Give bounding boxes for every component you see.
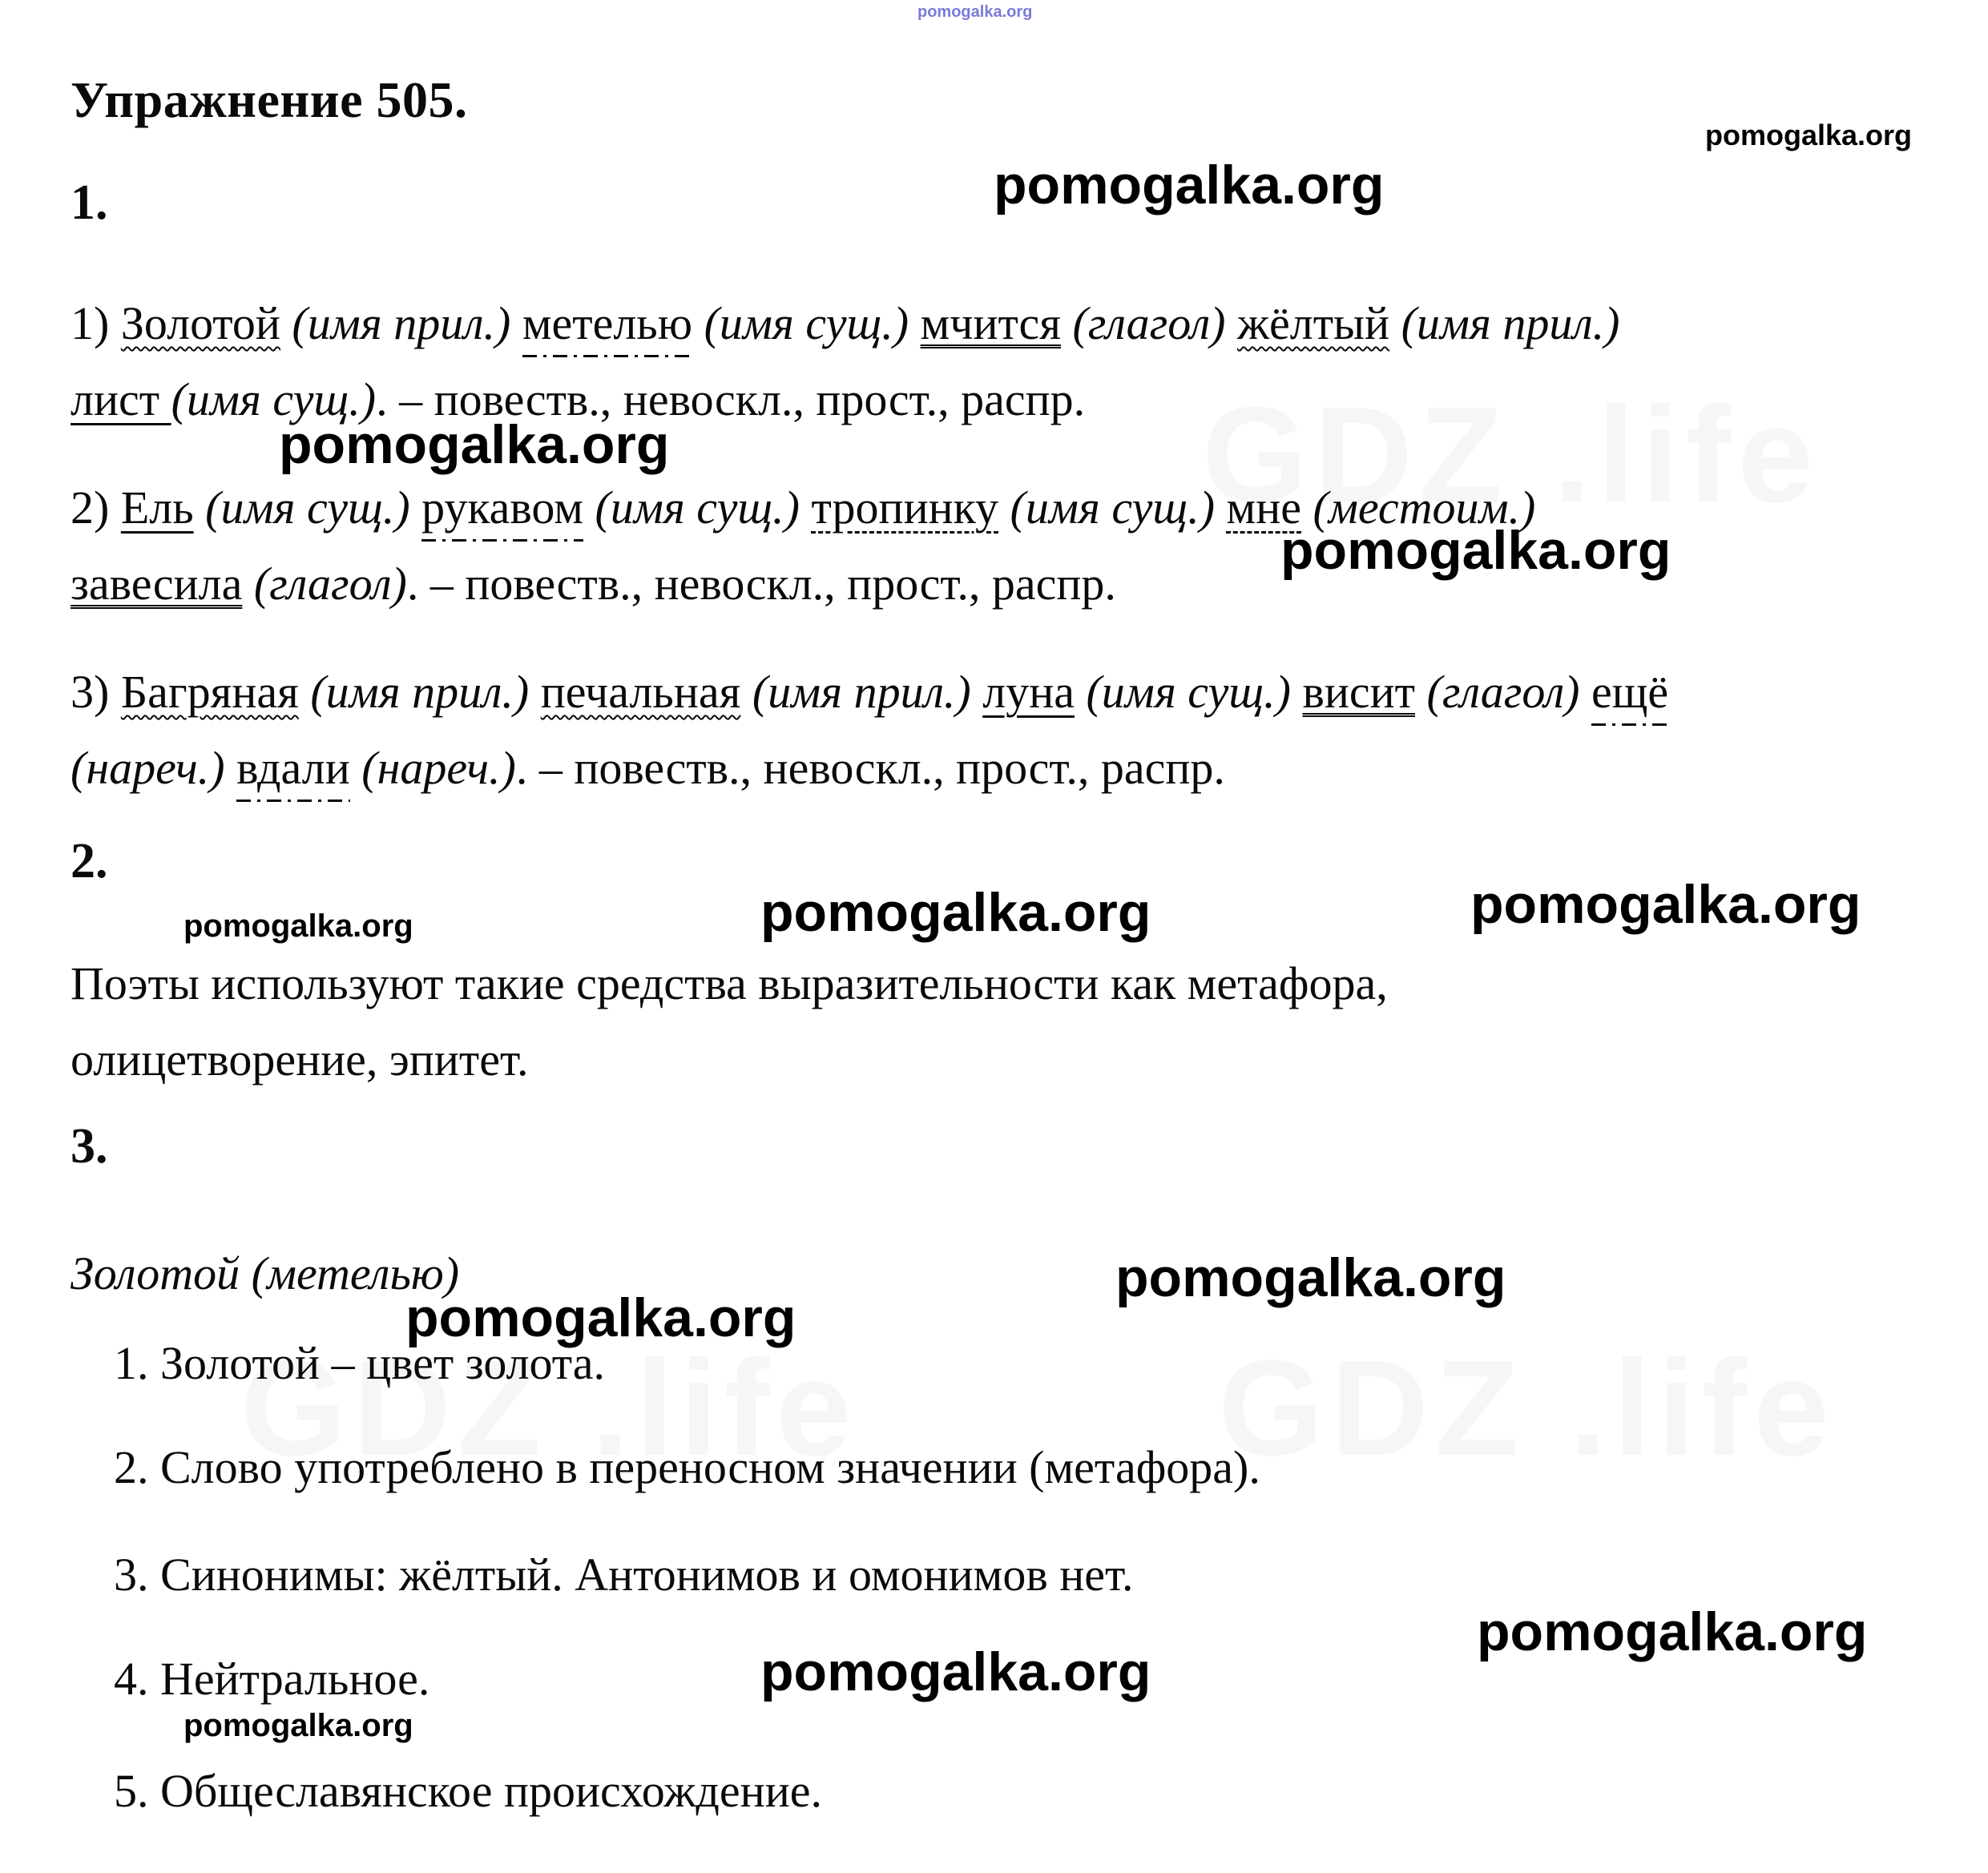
sentence-3 bbox=[71, 654, 1930, 806]
text-segment bbox=[998, 481, 1010, 534]
analyzed-word-heading bbox=[71, 1235, 1930, 1311]
text-segment bbox=[971, 666, 983, 718]
text-segment-solid: лист bbox=[71, 373, 171, 425]
text-segment: . – повеств., невоскл., прост., распр. bbox=[376, 373, 1086, 425]
text-segment-i: (имя сущ.) bbox=[205, 481, 410, 534]
text-segment-i: (имя прил.) bbox=[1401, 297, 1620, 349]
site-watermark-tiny: pomogalka.org bbox=[917, 3, 1033, 21]
text-segment bbox=[529, 666, 541, 718]
text-segment bbox=[1415, 666, 1427, 718]
text-segment bbox=[410, 481, 422, 534]
text-segment bbox=[909, 297, 921, 349]
text-segment-i: (имя прил.) bbox=[752, 666, 971, 718]
text-segment-i: (глагол) bbox=[253, 558, 407, 610]
site-watermark: pomogalka.org bbox=[405, 1287, 796, 1348]
text-segment bbox=[692, 297, 704, 349]
text-segment-dashed: мне bbox=[1226, 481, 1302, 534]
site-watermark: pomogalka.org bbox=[279, 414, 670, 475]
text-segment bbox=[350, 742, 362, 794]
site-watermark: pomogalka.org bbox=[1705, 119, 1913, 151]
text-segment-i: (имя прил.) bbox=[310, 666, 530, 718]
text-segment: 3) bbox=[71, 666, 121, 718]
analysis-item-5: 5. Общеславянское происхождение. bbox=[114, 1765, 822, 1817]
text-segment-dashdot: метелью bbox=[522, 297, 692, 357]
text-segment bbox=[740, 666, 752, 718]
text-segment-i: (имя сущ.) bbox=[595, 481, 800, 534]
analysis-item-2: 2. Слово употреблено в переносном значении (метафора). bbox=[114, 1441, 1260, 1493]
text-segment-i: (имя сущ.) bbox=[1086, 666, 1291, 718]
text-segment bbox=[1215, 481, 1227, 534]
text-segment-dashed: тропинку bbox=[811, 481, 999, 534]
part2-answer bbox=[71, 945, 1930, 1098]
text-segment-solid: луна bbox=[982, 666, 1075, 718]
text-segment bbox=[510, 297, 522, 349]
analysis-item-4: 4. Нейтральное. bbox=[114, 1653, 430, 1705]
text-segment-i: (местоим.) bbox=[1313, 481, 1536, 534]
text-segment bbox=[1075, 666, 1087, 718]
text-segment bbox=[1580, 666, 1592, 718]
text-segment-dashdot: ещё bbox=[1591, 666, 1668, 726]
text-segment: . – повеств., невоскл., прост., распр. bbox=[406, 558, 1116, 610]
site-watermark-small: pomogalka.org bbox=[183, 1708, 413, 1743]
text-segment bbox=[583, 481, 595, 534]
text-segment-i: (глагол) bbox=[1072, 297, 1226, 349]
text-segment-i: Золотой (метелью) bbox=[71, 1247, 460, 1299]
text-segment bbox=[1061, 297, 1073, 349]
site-watermark-small: pomogalka.org bbox=[183, 908, 413, 944]
text-segment-solid: Ель bbox=[120, 481, 194, 534]
site-watermark: pomogalka.org bbox=[760, 882, 1151, 943]
site-watermark: pomogalka.org bbox=[1115, 1247, 1506, 1308]
text-segment: олицетворение, эпитет. bbox=[71, 1033, 529, 1086]
section-number-1: 1. bbox=[71, 175, 108, 230]
text-segment bbox=[242, 558, 254, 610]
text-segment bbox=[225, 742, 237, 794]
text-segment-i: (имя сущ.) bbox=[1010, 481, 1216, 534]
text-segment-double: висит bbox=[1302, 666, 1416, 718]
text-segment bbox=[800, 481, 812, 534]
text-segment-wavy: Багряная bbox=[120, 666, 299, 718]
text-segment-double: мчится bbox=[920, 297, 1061, 349]
text-segment bbox=[280, 297, 292, 349]
site-watermark: pomogalka.org bbox=[994, 155, 1385, 215]
text-segment-wavy: Золотой bbox=[120, 297, 280, 349]
text-segment-dashdot: рукавом bbox=[421, 481, 583, 542]
text-segment: . – повеств., невоскл., прост., распр. bbox=[515, 742, 1225, 794]
text-segment: 2) bbox=[71, 481, 121, 534]
text-segment: 1) bbox=[71, 297, 121, 349]
text-segment: Поэты используют такие средства выразительности как метафора, bbox=[71, 957, 1388, 1009]
text-segment bbox=[1389, 297, 1401, 349]
text-segment-i: (имя прил.) bbox=[292, 297, 511, 349]
site-watermark: pomogalka.org bbox=[1470, 874, 1861, 935]
text-segment bbox=[1225, 297, 1237, 349]
text-segment-i: (глагол) bbox=[1426, 666, 1580, 718]
site-watermark: pomogalka.org bbox=[1477, 1601, 1868, 1662]
text-segment-wavy: печальная bbox=[540, 666, 741, 718]
text-segment-double: завесила bbox=[71, 558, 243, 610]
section-number-3: 3. bbox=[71, 1119, 108, 1174]
text-segment-i: (имя сущ.) bbox=[704, 297, 909, 349]
text-segment-i: (имя сущ.) bbox=[171, 373, 377, 425]
site-watermark: pomogalka.org bbox=[1280, 520, 1671, 581]
text-segment bbox=[299, 666, 311, 718]
exercise-title: Упражнение 505. bbox=[71, 71, 468, 128]
section-number-2: 2. bbox=[71, 834, 108, 888]
text-segment-dashdot: вдали bbox=[236, 742, 350, 802]
text-segment-wavy: жёлтый bbox=[1236, 297, 1390, 349]
site-watermark: pomogalka.org bbox=[760, 1641, 1151, 1702]
analysis-item-3: 3. Синонимы: жёлтый. Антонимов и омонимов нет. bbox=[114, 1549, 1134, 1601]
text-segment-i: (нареч.) bbox=[71, 742, 225, 794]
analysis-item-1: 1. Золотой – цвет золота. bbox=[114, 1337, 606, 1389]
text-segment-i: (нареч.) bbox=[361, 742, 516, 794]
text-segment bbox=[1291, 666, 1303, 718]
text-segment bbox=[194, 481, 206, 534]
